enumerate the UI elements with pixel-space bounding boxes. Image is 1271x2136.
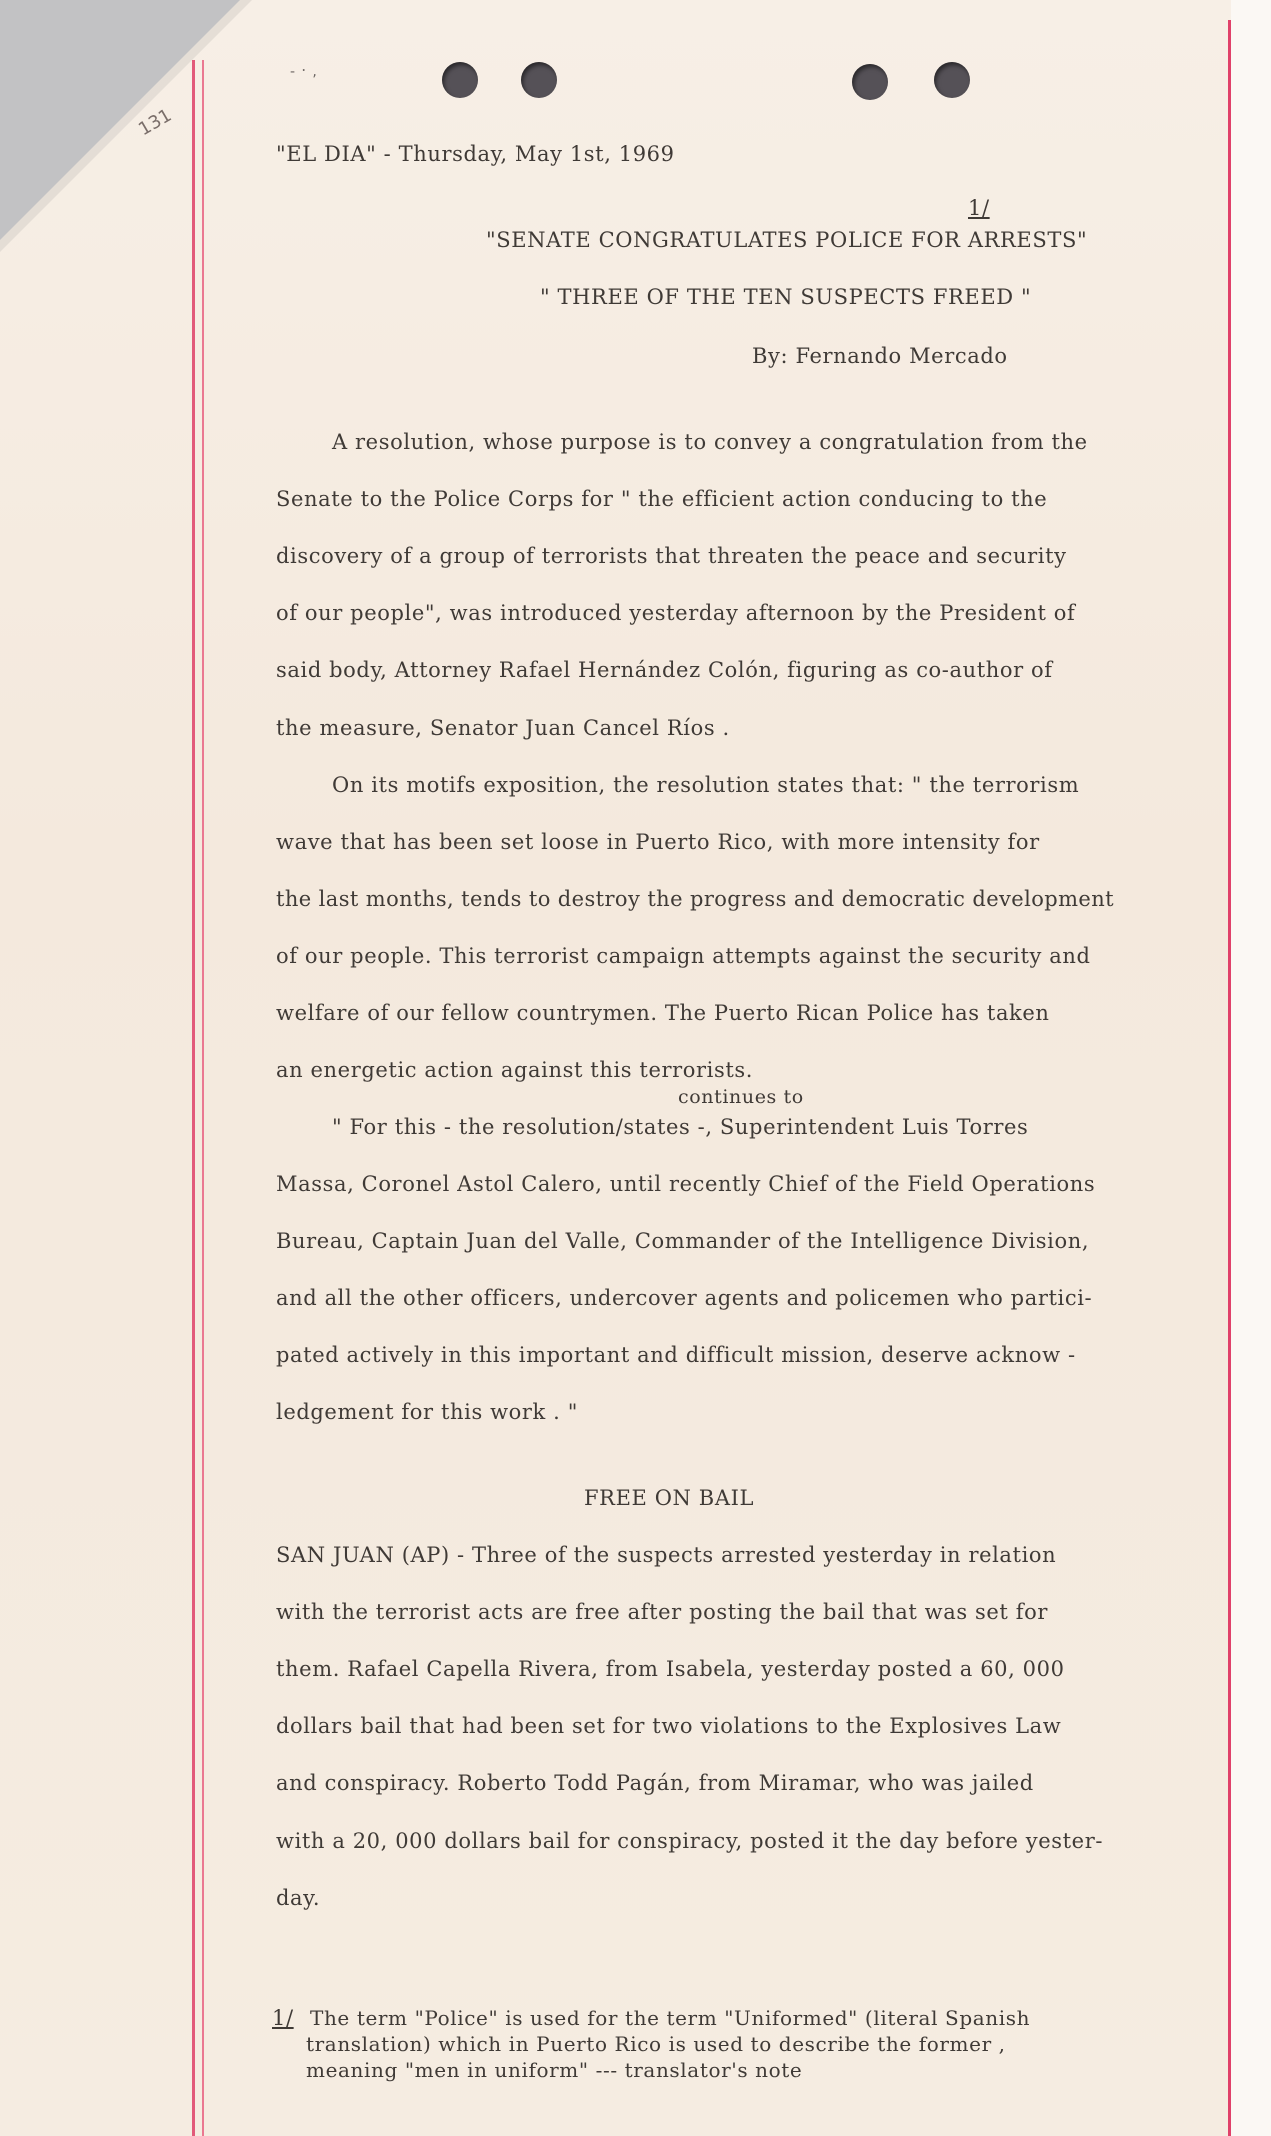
paragraph-line: day. [276, 1886, 321, 1910]
footnote-reference: 1/ [968, 196, 990, 220]
page-edge [1231, 0, 1271, 2136]
paragraph-line: with the terrorist acts are free after posting the bail that was set for [276, 1600, 1048, 1624]
subheadline: " THREE OF THE TEN SUSPECTS FREED " [540, 285, 1032, 309]
paragraph-line: an energetic action against this terrorists. [276, 1058, 754, 1082]
paragraph-line: welfare of our fellow countrymen. The Puerto Rican Police has taken [276, 1001, 1050, 1025]
paragraph-line: SAN JUAN (AP) - Three of the suspects arrested yesterday in relation [276, 1543, 1057, 1567]
paragraph-line: A resolution, whose purpose is to convey a congratulation from the [332, 430, 1088, 454]
punch-hole [521, 62, 557, 98]
right-margin-line [1228, 20, 1231, 2136]
headline: "SENATE CONGRATULATES POLICE FOR ARRESTS" [486, 228, 1088, 252]
paragraph-line: the last months, tends to destroy the progress and democratic development [276, 887, 1115, 911]
paragraph-line: ledgement for this work . " [276, 1400, 578, 1424]
dateline: "EL DIA" - Thursday, May 1st, 1969 [276, 142, 675, 166]
paragraph-line: said body, Attorney Rafael Hernández Colón, figuring as co-author of [276, 658, 1053, 682]
paragraph-line: pated actively in this important and difficult mission, deserve acknow - [276, 1343, 1076, 1367]
interlinear-insert: continues to [678, 1086, 804, 1108]
paragraph-line: " For this - the resolution/states -, Superintendent Luis Torres [332, 1115, 1029, 1139]
paragraph-line: with a 20, 000 dollars bail for conspiracy, posted it the day before yester- [276, 1829, 1104, 1853]
punch-hole [934, 62, 970, 98]
paragraph-line: the measure, Senator Juan Cancel Ríos . [276, 716, 730, 740]
section-heading: FREE ON BAIL [584, 1486, 755, 1510]
stray-marks: - ᛫ , [290, 64, 317, 80]
footnote-line: The term "Police" is used for the term "Uniformed" (literal Spanish [310, 2006, 1031, 2030]
paragraph-line: dollars bail that had been set for two violations to the Explosives Law [276, 1714, 1062, 1738]
byline: By: Fernando Mercado [752, 344, 1008, 368]
footnote-line: translation) which in Puerto Rico is used to describe the former , [306, 2032, 1006, 2056]
paragraph-line: and conspiracy. Roberto Todd Pagán, from Miramar, who was jailed [276, 1771, 1034, 1795]
paragraph-line: Bureau, Captain Juan del Valle, Commander of the Intelligence Division, [276, 1229, 1090, 1253]
paragraph-line: wave that has been set loose in Puerto Rico, with more intensity for [276, 830, 1040, 854]
punch-hole [852, 64, 888, 100]
folded-corner [0, 0, 240, 240]
paragraph-line: and all the other officers, undercover agents and policemen who partici- [276, 1286, 1093, 1310]
left-margin-line [192, 60, 195, 2136]
paragraph-line: Senate to the Police Corps for " the efficient action conducing to the [276, 487, 1048, 511]
paragraph-line: of our people. This terrorist campaign attempts against the security and [276, 944, 1091, 968]
paragraph-line: of our people", was introduced yesterday afternoon by the President of [276, 601, 1076, 625]
punch-hole [442, 62, 478, 98]
left-margin-line-inner [202, 60, 204, 2136]
paragraph-line: Massa, Coronel Astol Calero, until recently Chief of the Field Operations [276, 1172, 1096, 1196]
footnote-line: meaning "men in uniform" --- translator's note [306, 2058, 803, 2082]
footnote-marker: 1/ [272, 2006, 294, 2030]
paragraph-line: On its motifs exposition, the resolution states that: " the terrorism [332, 773, 1080, 797]
paragraph-line: discovery of a group of terrorists that threaten the peace and security [276, 544, 1067, 568]
handwritten-page-number: 131 [135, 104, 176, 141]
paragraph-line: them. Rafael Capella Rivera, from Isabela, yesterday posted a 60, 000 [276, 1657, 1065, 1681]
